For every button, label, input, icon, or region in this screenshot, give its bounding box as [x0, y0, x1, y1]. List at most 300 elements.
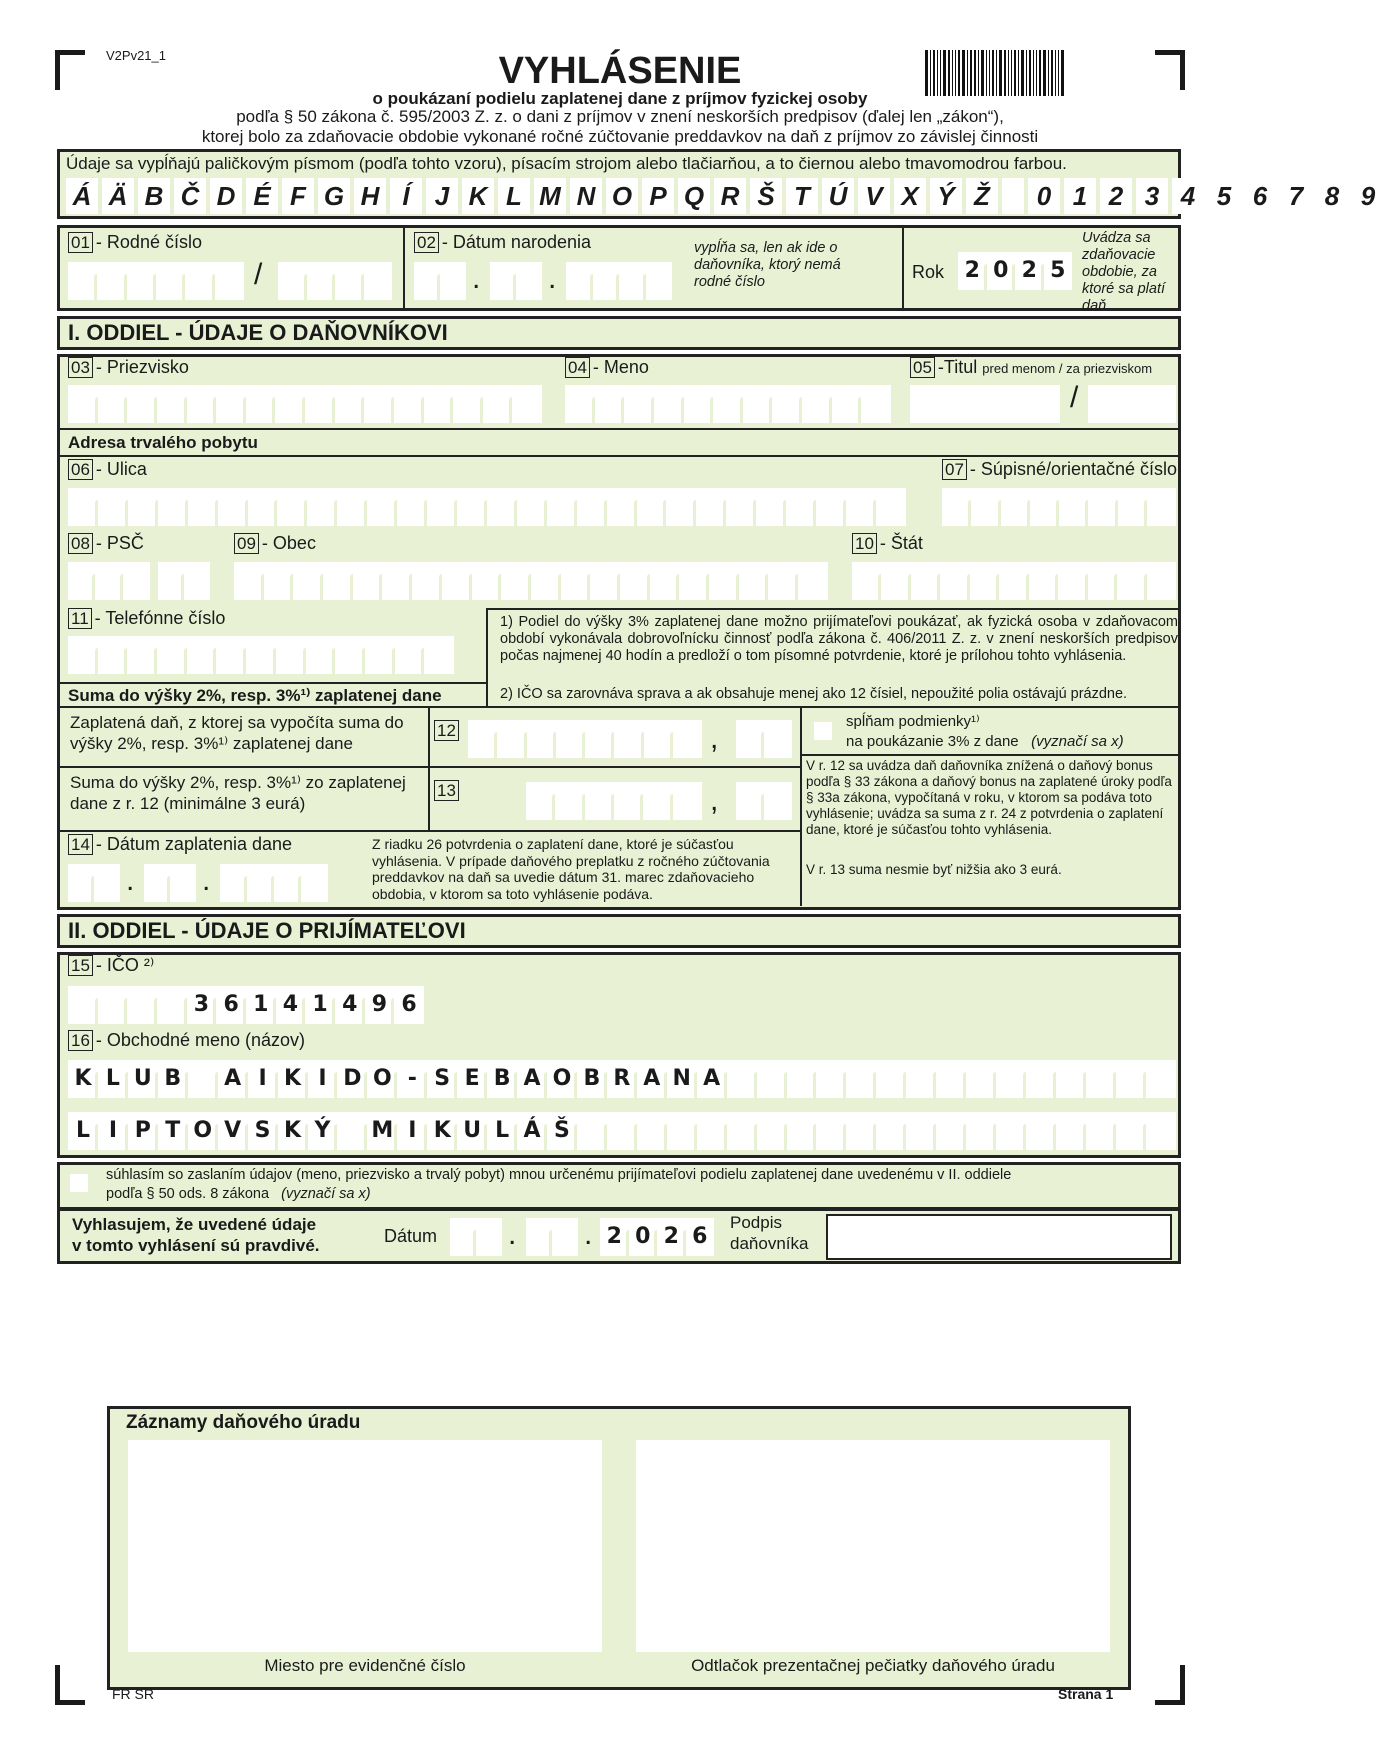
char-cell[interactable]: [816, 1060, 846, 1098]
char-cell[interactable]: [157, 385, 187, 423]
char-cell[interactable]: [593, 262, 620, 300]
char-cell[interactable]: [906, 1060, 936, 1098]
char-cell[interactable]: [1117, 562, 1146, 600]
char-cell[interactable]: [516, 262, 542, 300]
char-cell[interactable]: [585, 782, 614, 820]
char-cell[interactable]: [127, 385, 157, 423]
char-cell[interactable]: [686, 1218, 715, 1256]
birth-date-month-input[interactable]: [490, 262, 542, 300]
char-cell[interactable]: [501, 562, 531, 600]
char-value: M: [371, 1118, 394, 1143]
char-cell[interactable]: [450, 1218, 476, 1256]
char-cell[interactable]: [1056, 1060, 1086, 1098]
char-cell[interactable]: [158, 1060, 188, 1098]
surname-input[interactable]: [68, 385, 542, 423]
char-cell[interactable]: [353, 562, 383, 600]
char-cell[interactable]: [787, 1112, 817, 1150]
municipality-input[interactable]: [234, 562, 828, 600]
char-cell[interactable]: [158, 488, 188, 526]
char-cell[interactable]: [293, 562, 323, 600]
char-cell[interactable]: [966, 1112, 996, 1150]
char-cell[interactable]: [128, 488, 158, 526]
char-cell[interactable]: [185, 262, 214, 300]
char-cell[interactable]: [595, 385, 625, 423]
char-cell[interactable]: [98, 636, 128, 674]
char-cell[interactable]: [276, 636, 306, 674]
char-cell[interactable]: [157, 636, 187, 674]
consent-checkbox[interactable]: [70, 1174, 88, 1192]
char-cell[interactable]: [278, 1060, 308, 1098]
char-cell[interactable]: [98, 986, 128, 1024]
field-03-label: 03 - Priezvisko: [68, 357, 189, 378]
char-cell[interactable]: [1088, 488, 1117, 526]
char-cell[interactable]: [547, 488, 577, 526]
char-cell[interactable]: [643, 782, 672, 820]
street-input[interactable]: [68, 488, 906, 526]
char-cell[interactable]: [215, 262, 244, 300]
char-cell[interactable]: [726, 488, 756, 526]
char-cell[interactable]: [98, 488, 128, 526]
char-cell[interactable]: [942, 488, 971, 526]
tax-payment-day-input[interactable]: [68, 864, 120, 902]
char-cell[interactable]: [188, 488, 218, 526]
char-cell[interactable]: [614, 782, 643, 820]
char-cell[interactable]: [996, 1112, 1026, 1150]
char-cell[interactable]: [364, 385, 394, 423]
char-cell[interactable]: [476, 1218, 502, 1256]
char-cell[interactable]: [556, 720, 585, 758]
char-cell[interactable]: [876, 1112, 906, 1150]
char-cell[interactable]: [667, 1060, 697, 1098]
char-cell[interactable]: [1147, 562, 1176, 600]
char-cell[interactable]: [248, 1112, 278, 1150]
char-cell[interactable]: [1147, 488, 1176, 526]
char-cell[interactable]: [187, 385, 217, 423]
char-cell[interactable]: [457, 1060, 487, 1098]
divider: [60, 766, 800, 768]
char-cell[interactable]: [736, 720, 764, 758]
char-cell[interactable]: [1086, 1112, 1116, 1150]
business-name-input-line1[interactable]: [68, 1060, 1176, 1098]
declaration-year-input[interactable]: [600, 1218, 714, 1256]
char-cell[interactable]: [216, 385, 246, 423]
char-cell[interactable]: [607, 1060, 637, 1098]
country-input[interactable]: [852, 562, 1176, 600]
char-cell[interactable]: [852, 562, 881, 600]
char-cell[interactable]: [308, 1060, 338, 1098]
char-cell[interactable]: [68, 864, 94, 902]
char-cell[interactable]: [673, 720, 702, 758]
char-cell[interactable]: [958, 252, 987, 290]
char-cell[interactable]: [1146, 1060, 1176, 1098]
char-cell[interactable]: [764, 720, 792, 758]
char-cell[interactable]: [337, 1060, 367, 1098]
char-cell[interactable]: [667, 1112, 697, 1150]
char-cell[interactable]: [861, 385, 891, 423]
char-cell[interactable]: [68, 262, 97, 300]
char-cell[interactable]: [424, 636, 454, 674]
char-cell[interactable]: [1026, 1112, 1056, 1150]
char-cell[interactable]: [187, 636, 217, 674]
ico-input[interactable]: [68, 986, 424, 1024]
sample-letter: É: [246, 178, 278, 214]
first-name-input[interactable]: [565, 385, 891, 423]
sample-digit: 2: [1100, 178, 1132, 214]
business-name-input-line2[interactable]: [68, 1112, 1176, 1150]
char-cell[interactable]: [397, 1060, 427, 1098]
char-cell[interactable]: [457, 488, 487, 526]
char-cell[interactable]: [526, 1218, 552, 1256]
char-cell[interactable]: [650, 562, 680, 600]
char-cell[interactable]: [397, 488, 427, 526]
char-cell[interactable]: [95, 562, 122, 600]
char-cell[interactable]: [98, 1112, 128, 1150]
char-cell[interactable]: [620, 562, 650, 600]
char-cell[interactable]: [566, 262, 593, 300]
char-cell[interactable]: [816, 488, 846, 526]
char-cell[interactable]: [727, 1060, 757, 1098]
char-cell[interactable]: [987, 252, 1016, 290]
char-cell[interactable]: [335, 262, 364, 300]
char-cell[interactable]: [156, 262, 185, 300]
declaration-day-input[interactable]: [450, 1218, 502, 1256]
char-cell[interactable]: [644, 720, 673, 758]
char-cell[interactable]: [305, 986, 335, 1024]
char-cell[interactable]: [736, 782, 764, 820]
char-cell[interactable]: [365, 986, 395, 1024]
char-cell[interactable]: [306, 636, 336, 674]
char-cell[interactable]: [607, 1112, 637, 1150]
char-cell[interactable]: [696, 488, 726, 526]
char-cell[interactable]: [184, 562, 210, 600]
char-cell[interactable]: [709, 562, 739, 600]
char-cell[interactable]: [577, 488, 607, 526]
char-cell[interactable]: [911, 562, 940, 600]
char-cell[interactable]: [278, 262, 307, 300]
char-cell[interactable]: [487, 1060, 517, 1098]
char-cell[interactable]: [440, 262, 466, 300]
char-cell[interactable]: [274, 864, 301, 902]
char-cell[interactable]: [876, 488, 906, 526]
char-cell[interactable]: [526, 782, 555, 820]
house-number-input[interactable]: [942, 488, 1176, 526]
char-cell[interactable]: [1029, 562, 1058, 600]
char-cell[interactable]: [127, 986, 157, 1024]
char-cell[interactable]: [697, 1112, 727, 1150]
char-cell[interactable]: [577, 1112, 607, 1150]
char-cell[interactable]: [619, 262, 646, 300]
birth-date-day-input[interactable]: [414, 262, 466, 300]
char-cell[interactable]: [585, 720, 614, 758]
char-cell[interactable]: [246, 636, 276, 674]
char-cell[interactable]: [743, 385, 773, 423]
char-cell[interactable]: [590, 562, 620, 600]
char-cell[interactable]: [128, 1112, 158, 1150]
char-cell[interactable]: [881, 562, 910, 600]
char-value: I: [108, 1118, 117, 1143]
char-cell[interactable]: [457, 1112, 487, 1150]
char-cell[interactable]: [234, 562, 264, 600]
char-cell[interactable]: [971, 488, 1000, 526]
char-cell[interactable]: [764, 782, 792, 820]
char-cell[interactable]: [673, 782, 702, 820]
char-cell[interactable]: [1056, 1112, 1086, 1150]
char-cell[interactable]: [188, 1112, 218, 1150]
paid-tax-euros-input[interactable]: [468, 720, 702, 758]
char-cell[interactable]: [246, 986, 276, 1024]
char-cell[interactable]: [128, 1060, 158, 1098]
char-cell[interactable]: [739, 562, 769, 600]
char-cell[interactable]: [427, 1060, 457, 1098]
char-cell[interactable]: [512, 385, 542, 423]
char-cell[interactable]: [657, 1218, 686, 1256]
tax-payment-year-input[interactable]: [220, 864, 328, 902]
char-cell[interactable]: [158, 1112, 188, 1150]
field-11-label: 11 - Telefónne číslo: [68, 608, 225, 629]
conditions-3pct-checkbox[interactable]: [814, 722, 832, 740]
dot-separator: .: [508, 1218, 517, 1251]
char-cell[interactable]: [527, 720, 556, 758]
char-cell[interactable]: [798, 562, 828, 600]
birth-number-input-part2[interactable]: [278, 262, 392, 300]
char-cell[interactable]: [1044, 252, 1073, 290]
char-cell[interactable]: [936, 1060, 966, 1098]
char-cell[interactable]: [1015, 252, 1044, 290]
char-cell[interactable]: [756, 488, 786, 526]
char-cell[interactable]: [614, 720, 643, 758]
char-cell[interactable]: [97, 262, 126, 300]
char-cell[interactable]: [337, 488, 367, 526]
char-cell[interactable]: [802, 385, 832, 423]
char-cell[interactable]: [727, 1112, 757, 1150]
declaration-month-input[interactable]: [526, 1218, 578, 1256]
char-cell[interactable]: [646, 262, 673, 300]
char-cell[interactable]: [490, 262, 516, 300]
char-cell[interactable]: [68, 1112, 98, 1150]
char-cell[interactable]: [1058, 562, 1087, 600]
char-cell[interactable]: [157, 986, 187, 1024]
char-cell[interactable]: [365, 636, 395, 674]
char-cell[interactable]: [98, 1060, 128, 1098]
char-cell[interactable]: [216, 986, 246, 1024]
char-cell[interactable]: [517, 1060, 547, 1098]
char-cell[interactable]: [68, 385, 98, 423]
char-cell[interactable]: [1001, 488, 1030, 526]
char-cell[interactable]: [335, 636, 365, 674]
stamp-area: [636, 1440, 1110, 1652]
char-cell[interactable]: [1026, 1060, 1056, 1098]
share-amount-euros-input[interactable]: [526, 782, 702, 820]
char-cell[interactable]: [218, 1112, 248, 1150]
char-cell[interactable]: [936, 1112, 966, 1150]
char-cell[interactable]: [68, 562, 95, 600]
char-cell[interactable]: [547, 1112, 577, 1150]
share-amount-cents-input[interactable]: [736, 782, 792, 820]
char-cell[interactable]: [846, 488, 876, 526]
char-cell[interactable]: [442, 562, 472, 600]
char-cell[interactable]: [170, 864, 196, 902]
char-cell[interactable]: [531, 562, 561, 600]
phone-input[interactable]: [68, 636, 454, 674]
char-cell[interactable]: [216, 636, 246, 674]
char-cell[interactable]: [68, 488, 98, 526]
char-cell[interactable]: [248, 488, 278, 526]
char-cell[interactable]: [1086, 1060, 1116, 1098]
char-cell[interactable]: [364, 262, 393, 300]
char-cell[interactable]: [629, 1218, 658, 1256]
char-cell[interactable]: [424, 385, 454, 423]
char-cell[interactable]: [427, 488, 457, 526]
char-cell[interactable]: [367, 1112, 397, 1150]
char-cell[interactable]: [772, 385, 802, 423]
char-cell[interactable]: [1088, 562, 1117, 600]
char-cell[interactable]: [367, 1060, 397, 1098]
char-cell[interactable]: [264, 562, 294, 600]
char-cell[interactable]: [123, 562, 150, 600]
title-before-input[interactable]: [910, 385, 1060, 423]
char-cell[interactable]: [906, 1112, 936, 1150]
char-cell[interactable]: [218, 1060, 248, 1098]
char-cell[interactable]: [684, 385, 714, 423]
char-cell[interactable]: [786, 488, 816, 526]
char-cell[interactable]: [966, 1060, 996, 1098]
char-cell[interactable]: [394, 986, 424, 1024]
char-cell[interactable]: [607, 488, 637, 526]
postal-code-input-part1[interactable]: [68, 562, 150, 600]
char-cell[interactable]: [323, 562, 353, 600]
char-cell[interactable]: [68, 986, 98, 1024]
char-cell[interactable]: [561, 562, 591, 600]
char-cell[interactable]: [497, 720, 526, 758]
char-cell[interactable]: [94, 864, 120, 902]
divider: [403, 228, 405, 308]
char-cell[interactable]: [757, 1060, 787, 1098]
char-cell[interactable]: [68, 636, 98, 674]
char-cell[interactable]: [468, 720, 497, 758]
char-cell[interactable]: [637, 1060, 667, 1098]
char-cell[interactable]: [453, 385, 483, 423]
char-cell[interactable]: [999, 562, 1028, 600]
char-cell[interactable]: [307, 488, 337, 526]
char-cell[interactable]: [517, 1112, 547, 1150]
char-cell[interactable]: [768, 562, 798, 600]
char-cell[interactable]: [846, 1112, 876, 1150]
char-cell[interactable]: [577, 1060, 607, 1098]
char-cell[interactable]: [158, 562, 184, 600]
char-cell[interactable]: [555, 782, 584, 820]
char-cell[interactable]: [565, 385, 595, 423]
char-cell[interactable]: [248, 1060, 278, 1098]
char-cell[interactable]: [127, 636, 157, 674]
char-cell[interactable]: [624, 385, 654, 423]
char-cell[interactable]: [1116, 1060, 1146, 1098]
birth-number-input-part1[interactable]: [68, 262, 244, 300]
char-cell[interactable]: [307, 262, 336, 300]
char-cell[interactable]: [278, 1112, 308, 1150]
char-cell[interactable]: [876, 1060, 906, 1098]
char-cell[interactable]: [637, 488, 667, 526]
char-cell[interactable]: [654, 385, 684, 423]
char-cell[interactable]: [246, 385, 276, 423]
char-cell[interactable]: [187, 986, 217, 1024]
char-cell[interactable]: [276, 986, 306, 1024]
char-cell[interactable]: [394, 385, 424, 423]
char-cell[interactable]: [382, 562, 412, 600]
sample-letter: H: [354, 178, 386, 214]
char-cell[interactable]: [1118, 488, 1147, 526]
char-cell[interactable]: [996, 1060, 1026, 1098]
char-cell[interactable]: [483, 385, 513, 423]
postal-code-input-part2[interactable]: [158, 562, 210, 600]
char-cell[interactable]: [98, 385, 128, 423]
char-cell[interactable]: [713, 385, 743, 423]
char-cell[interactable]: [970, 562, 999, 600]
char-cell[interactable]: [816, 1112, 846, 1150]
char-cell[interactable]: [787, 1060, 817, 1098]
char-cell[interactable]: [427, 1112, 457, 1150]
char-cell[interactable]: [335, 986, 365, 1024]
char-cell[interactable]: [757, 1112, 787, 1150]
char-cell[interactable]: [940, 562, 969, 600]
char-cell[interactable]: [68, 1060, 98, 1098]
char-cell[interactable]: [127, 262, 156, 300]
char-cell[interactable]: [397, 1112, 427, 1150]
char-cell[interactable]: [335, 385, 365, 423]
char-cell[interactable]: [414, 262, 440, 300]
signature-field[interactable]: [826, 1214, 1172, 1260]
char-cell[interactable]: [308, 1112, 338, 1150]
char-cell[interactable]: [552, 1218, 578, 1256]
char-cell[interactable]: [1116, 1112, 1146, 1150]
char-cell[interactable]: [697, 1060, 727, 1098]
char-cell[interactable]: [832, 385, 862, 423]
char-cell[interactable]: [679, 562, 709, 600]
tax-payment-month-input[interactable]: [144, 864, 196, 902]
char-cell[interactable]: [247, 864, 274, 902]
char-cell[interactable]: [487, 1112, 517, 1150]
char-cell[interactable]: [395, 636, 425, 674]
birth-date-year-input[interactable]: [566, 262, 672, 300]
char-cell[interactable]: [277, 488, 307, 526]
char-cell[interactable]: [337, 1112, 367, 1150]
char-cell[interactable]: [275, 385, 305, 423]
char-cell[interactable]: [367, 488, 397, 526]
char-cell[interactable]: [220, 864, 247, 902]
char-cell[interactable]: [144, 864, 170, 902]
title-after-input[interactable]: [1088, 385, 1176, 423]
char-cell[interactable]: [305, 385, 335, 423]
char-cell[interactable]: [1030, 488, 1059, 526]
char-cell[interactable]: [517, 488, 547, 526]
tax-year-input[interactable]: [958, 252, 1072, 290]
char-cell[interactable]: [188, 1060, 218, 1098]
char-cell[interactable]: [1059, 488, 1088, 526]
form-header-line3: ktorej bolo za zdaňovacie obdobie vykonané ročné zúčtovanie preddavkov na daň z príjmov zo závislej činnosti: [201, 127, 1039, 146]
char-cell[interactable]: [547, 1060, 577, 1098]
char-cell[interactable]: [637, 1112, 667, 1150]
char-cell[interactable]: [218, 488, 248, 526]
char-cell[interactable]: [1146, 1112, 1176, 1150]
paid-tax-cents-input[interactable]: [736, 720, 792, 758]
char-cell[interactable]: [666, 488, 696, 526]
char-cell[interactable]: [487, 488, 517, 526]
char-cell[interactable]: [472, 562, 502, 600]
char-cell[interactable]: [846, 1060, 876, 1098]
char-cell[interactable]: [600, 1218, 629, 1256]
char-value: O: [372, 1066, 392, 1091]
char-cell[interactable]: [301, 864, 328, 902]
char-cell[interactable]: [412, 562, 442, 600]
